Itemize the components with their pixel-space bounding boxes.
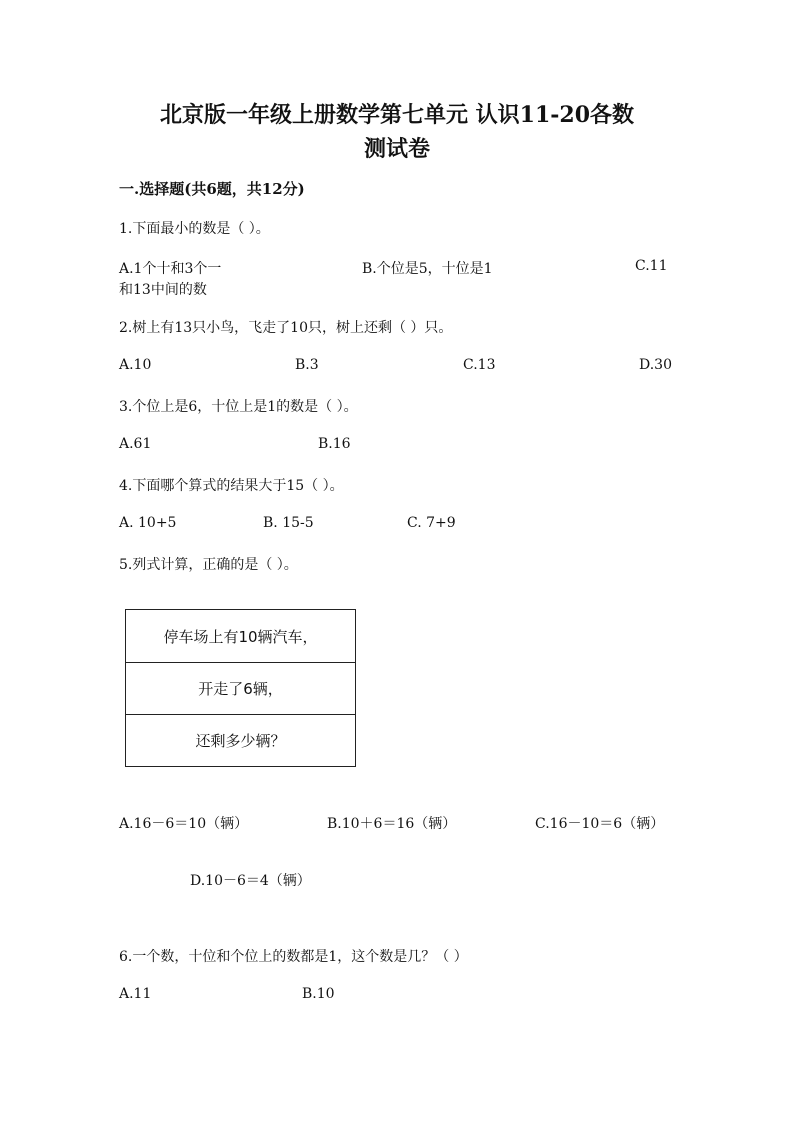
table-row-1: 停车场上有10辆汽车， [163,627,318,646]
question-1-option-a-continued: 和13中间的数 [119,282,207,298]
question-6-stem: 6.一个数，十位和个位上的数都是1，这个数是几？（ ） [119,949,468,965]
question-2-option-a[interactable]: A.10 [119,357,152,373]
question-2-stem: 2.树上有13只小鸟，飞走了10只，树上还剩（ ）只。 [119,320,453,336]
question-6-option-b[interactable]: B.10 [302,986,335,1002]
page-title-line1: 北京版一年级上册数学第七单元 认识11-20各数 [159,102,635,128]
question-4-option-a[interactable]: A. 10+5 [119,515,177,531]
question-3-stem: 3.个位上是6，十位上是1的数是（ ）。 [119,399,358,415]
question-2-option-b[interactable]: B.3 [295,357,319,373]
table-row-2: 开走了6辆， [126,662,355,714]
question-5-option-c[interactable]: C.16－10＝6（辆） [535,816,665,832]
question-2-option-c[interactable]: C.13 [463,357,496,373]
question-6-option-a[interactable]: A.11 [119,986,152,1002]
question-5-word-problem-table [125,609,356,767]
section-heading: 一.选择题(共6题，共12分) [119,180,305,198]
question-4-stem: 4.下面哪个算式的结果大于15（ ）。 [119,478,344,494]
question-5-option-b[interactable]: B.10＋6＝16（辆） [327,816,457,832]
question-2-option-d[interactable]: D.30 [639,357,672,373]
question-5-option-a[interactable]: A.16－6＝10（辆） [119,816,249,832]
question-3-option-a[interactable]: A.61 [119,436,152,452]
page-title-line2: 测试卷 [363,136,430,162]
question-5-stem: 5.列式计算，正确的是（ ）。 [119,557,298,573]
question-1-option-b[interactable]: B.个位是5，十位是1 [362,261,493,277]
question-1-option-c[interactable]: C.11 [635,258,668,274]
table-row-3: 还剩多少辆？ [126,714,355,766]
question-4-option-b[interactable]: B. 15-5 [263,515,314,531]
question-5-option-d[interactable]: D.10－6＝4（辆） [190,873,311,889]
question-1-option-a[interactable]: A.1个十和3个一 [119,261,222,277]
question-3-option-b[interactable]: B.16 [318,436,351,452]
question-4-option-c[interactable]: C. 7+9 [407,515,456,531]
question-1-stem: 1.下面最小的数是（ ）。 [119,221,270,237]
